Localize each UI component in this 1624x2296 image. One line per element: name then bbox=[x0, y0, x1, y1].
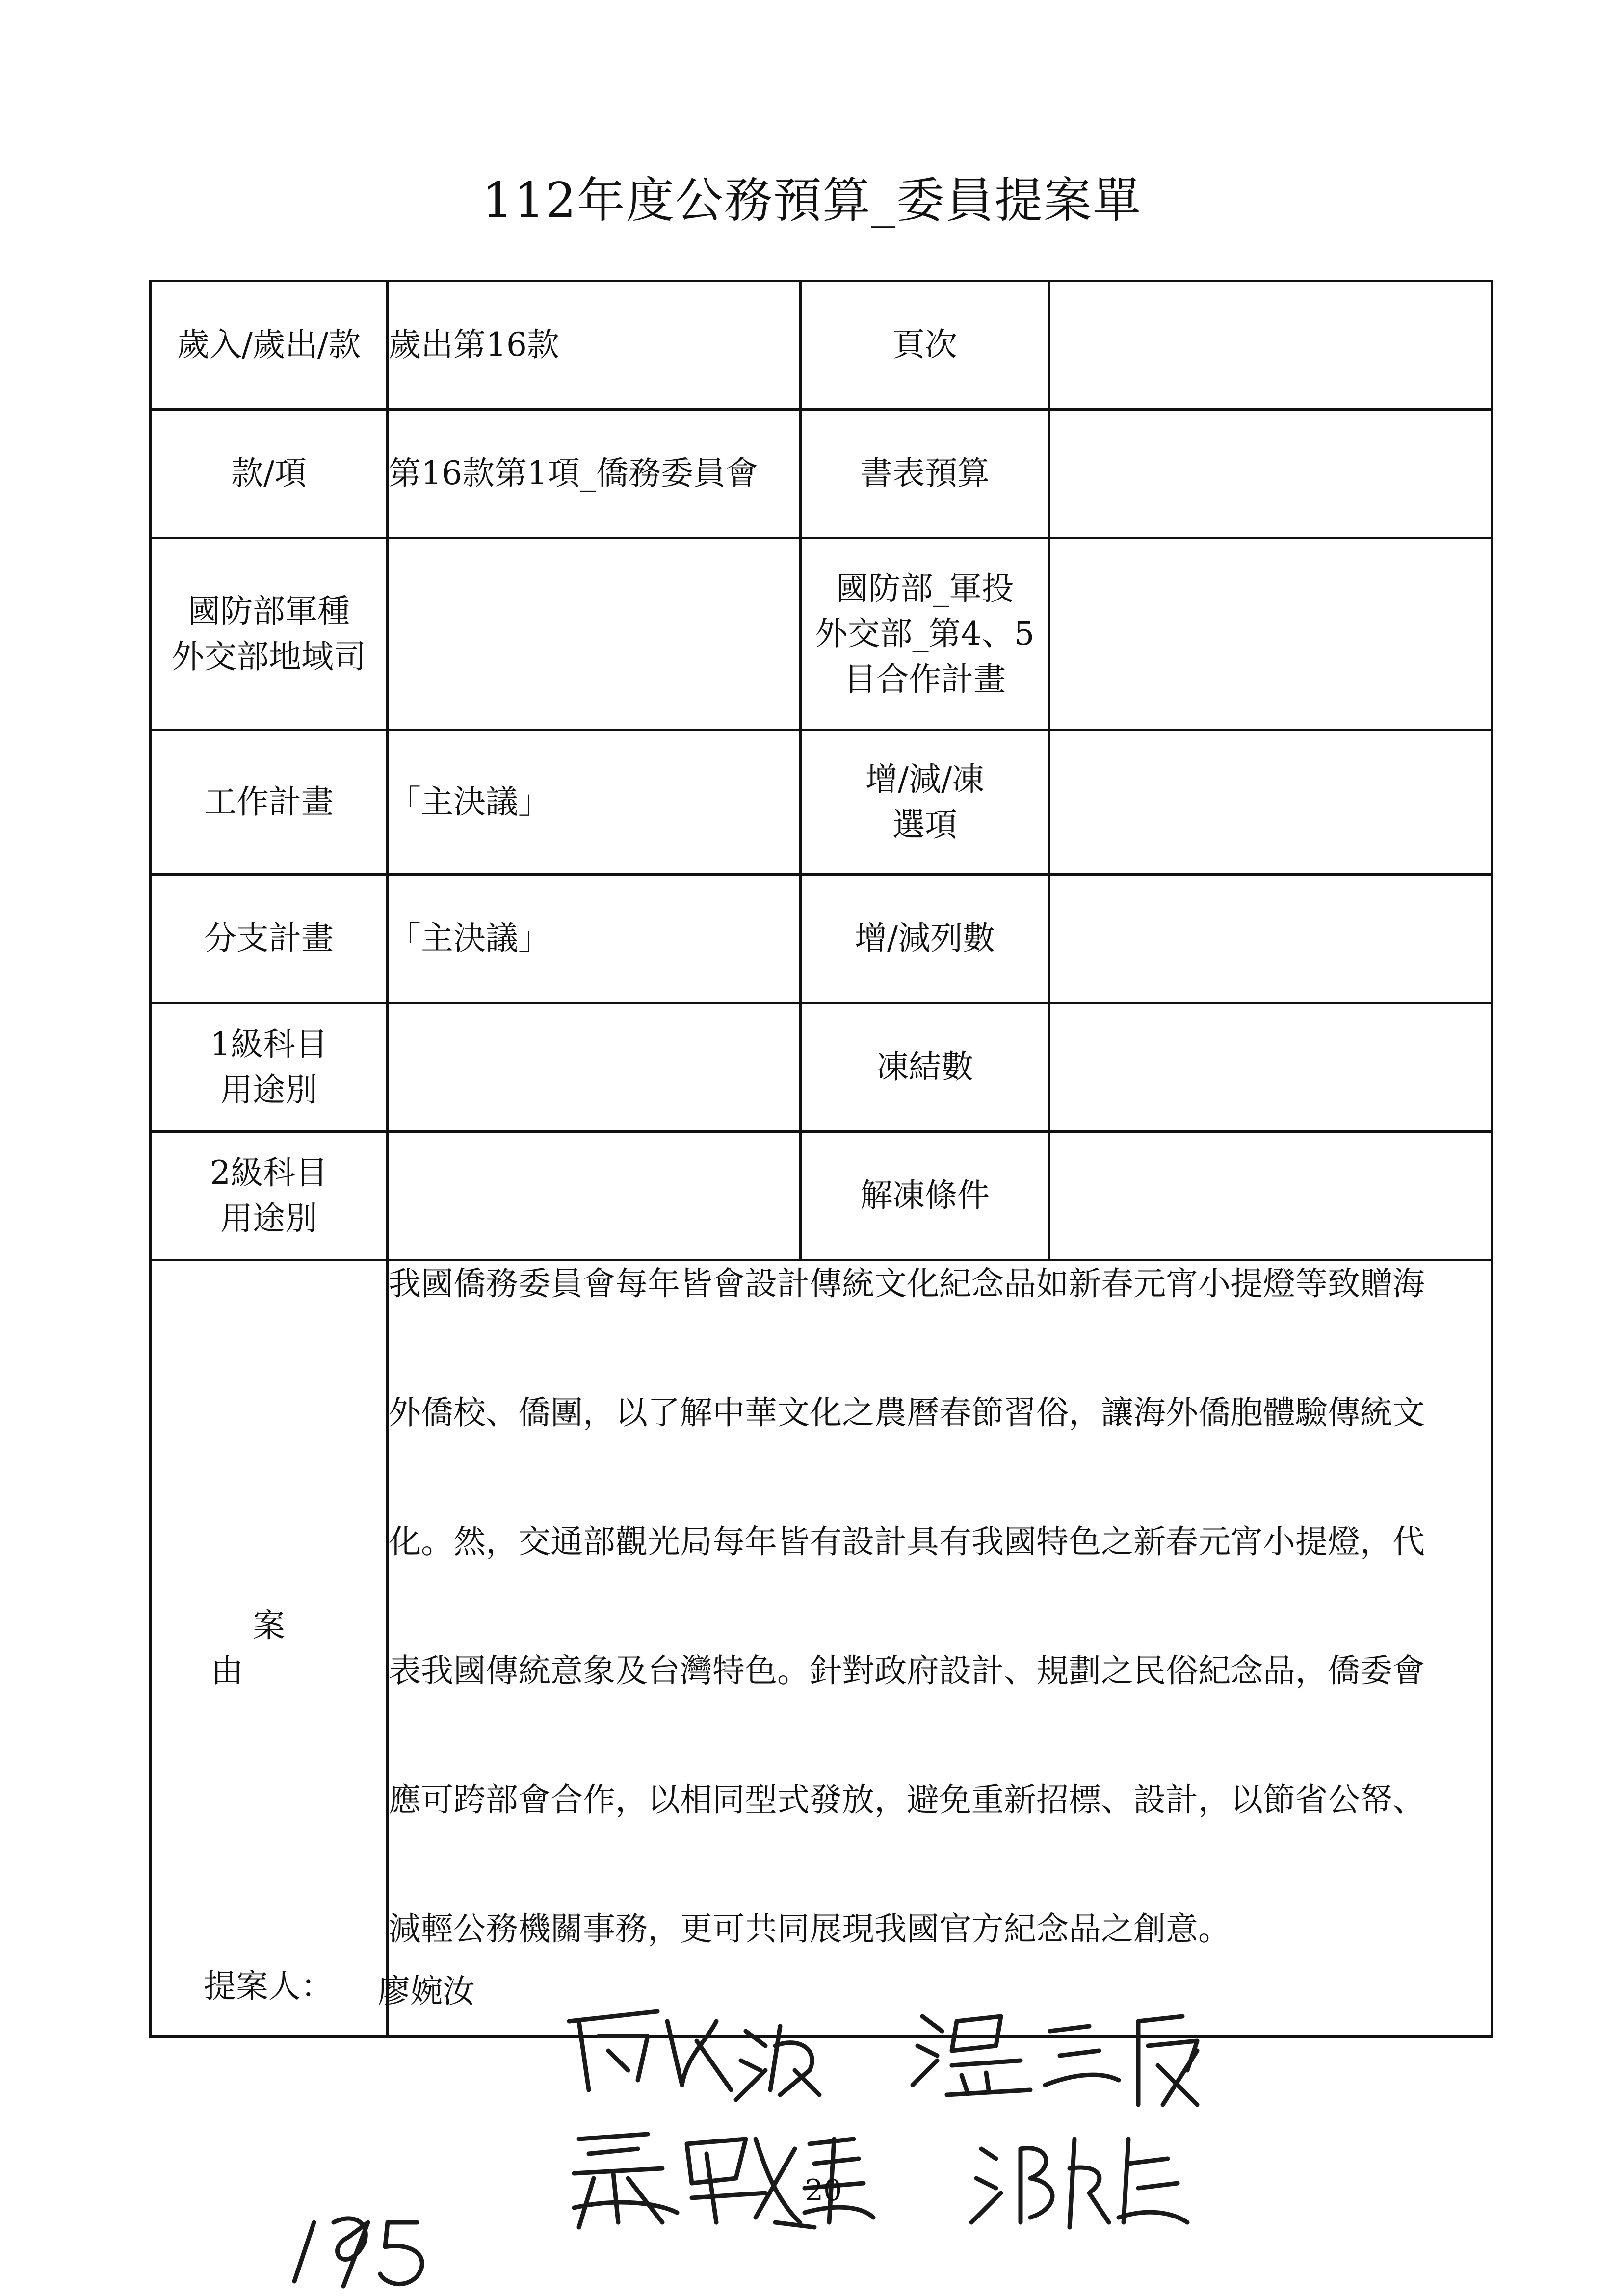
label-ministry-branch bbox=[151, 538, 388, 731]
label-frozen-amount: 凍結數 bbox=[801, 1003, 1049, 1132]
value-adjust-option bbox=[1049, 731, 1493, 875]
row-level1-subject bbox=[151, 1003, 1493, 1132]
handwritten-number-stroke bbox=[380, 2222, 422, 2284]
label-ministry-plan-line: 目合作計畫 bbox=[844, 660, 1006, 698]
value-frozen-amount bbox=[1049, 1003, 1493, 1132]
row-branch-plan bbox=[151, 875, 1493, 1003]
signature-stroke bbox=[574, 2134, 677, 2227]
label-unfreeze-condition: 解凍條件 bbox=[801, 1132, 1049, 1260]
label-budget-type: 歲入/歲出/款 bbox=[151, 281, 388, 410]
value-ministry-plan bbox=[1049, 538, 1493, 731]
label-level2-subject-line: 用途別 bbox=[220, 1199, 317, 1237]
value-level1-subject bbox=[388, 1003, 801, 1132]
value-branch-plan: 「主決議」 bbox=[388, 875, 801, 1003]
label-ministry-plan bbox=[801, 538, 1049, 731]
value-section-item: 第16款第1項_僑務委員會 bbox=[388, 410, 801, 538]
signature-stroke bbox=[569, 2011, 731, 2090]
reason-line: 應可跨部會合作，以相同型式發放，避免重新招標、設計，以節省公帑、 bbox=[389, 1781, 1425, 1819]
signature-stroke bbox=[1021, 2139, 1109, 2227]
value-budget-type: 歲出第16款 bbox=[388, 281, 801, 410]
handwritten-number-stroke bbox=[294, 2222, 314, 2281]
label-level1-subject-line: 1級科目 bbox=[210, 1025, 328, 1064]
signature-stroke bbox=[913, 2016, 1030, 2095]
value-adjust-amount bbox=[1049, 875, 1493, 1003]
value-ministry-branch bbox=[388, 538, 801, 731]
label-ministry-plan-line: 外交部_第4、5 bbox=[815, 615, 1035, 653]
label-reason-text: 案由 bbox=[211, 1606, 368, 1690]
row-budget-section bbox=[151, 281, 1493, 410]
reason-line: 表我國傳統意象及台灣特色。針對政府設計、規劃之民俗紀念品，僑委會 bbox=[389, 1652, 1425, 1690]
signature-stroke bbox=[736, 2026, 819, 2100]
signature-stroke bbox=[971, 2149, 1001, 2222]
label-level1-subject-line: 用途別 bbox=[220, 1070, 317, 1109]
row-level2-subject bbox=[151, 1132, 1493, 1260]
row-work-plan bbox=[151, 731, 1493, 875]
row-reason bbox=[151, 1260, 1493, 2037]
signature-stroke bbox=[687, 2139, 800, 2222]
label-branch-plan: 分支計畫 bbox=[151, 875, 388, 1003]
label-reason bbox=[151, 1260, 388, 2037]
reason-line: 化。然，交通部觀光局每年皆有設計具有我國特色之新春元宵小提燈，代 bbox=[389, 1523, 1425, 1561]
label-adjust-amount: 增/減列數 bbox=[801, 875, 1049, 1003]
reason-line: 外僑校、僑團，以了解中華文化之農曆春節習俗，讓海外僑胞體驗傳統文 bbox=[389, 1394, 1425, 1432]
label-ministry-branch-line: 國防部軍種 bbox=[188, 592, 350, 630]
label-ministry-branch-line: 外交部地域司 bbox=[172, 637, 366, 676]
value-page bbox=[1049, 281, 1493, 410]
proposer-label: 提案人： bbox=[204, 1967, 333, 2005]
value-work-plan: 「主決議」 bbox=[388, 731, 801, 875]
value-unfreeze-condition bbox=[1049, 1132, 1493, 1260]
handwritten-signatures bbox=[275, 1992, 1305, 2296]
label-ministry-plan-line: 國防部_軍投 bbox=[836, 569, 1014, 607]
signature-stroke bbox=[1138, 2016, 1197, 2105]
label-document-budget: 書表預算 bbox=[801, 410, 1049, 538]
value-level2-subject bbox=[388, 1132, 801, 1260]
label-level1-subject bbox=[151, 1003, 388, 1132]
form-title: 112年度公務預算_委員提案單 bbox=[482, 173, 1142, 229]
value-document-budget bbox=[1049, 410, 1493, 538]
page-number: 20 bbox=[805, 2173, 842, 2208]
label-adjust-option-line: 增/減/凍 bbox=[865, 760, 985, 799]
proposer-name: 廖婉汝 bbox=[378, 1972, 475, 2010]
signature-stroke bbox=[1119, 2139, 1187, 2222]
row-ministry bbox=[151, 538, 1493, 731]
label-page: 頁次 bbox=[801, 281, 1049, 410]
signature-stroke bbox=[1045, 2026, 1119, 2085]
reason-line: 減輕公務機關事務，更可共同展現我國官方紀念品之創意。 bbox=[389, 1910, 1231, 1948]
label-level2-subject bbox=[151, 1132, 388, 1260]
reason-line: 我國僑務委員會每年皆會設計傳統文化紀念品如新春元宵小提燈等致贈海 bbox=[389, 1265, 1425, 1303]
row-item bbox=[151, 410, 1493, 538]
label-adjust-option bbox=[801, 731, 1049, 875]
label-section-item: 款/項 bbox=[151, 410, 388, 538]
label-adjust-option-line: 選項 bbox=[892, 806, 957, 844]
label-level2-subject-line: 2級科目 bbox=[210, 1154, 328, 1192]
label-work-plan: 工作計畫 bbox=[151, 731, 388, 875]
reason-content bbox=[388, 1260, 1493, 2037]
proposal-form-table bbox=[149, 280, 1493, 2038]
handwritten-number-stroke bbox=[334, 2218, 368, 2286]
